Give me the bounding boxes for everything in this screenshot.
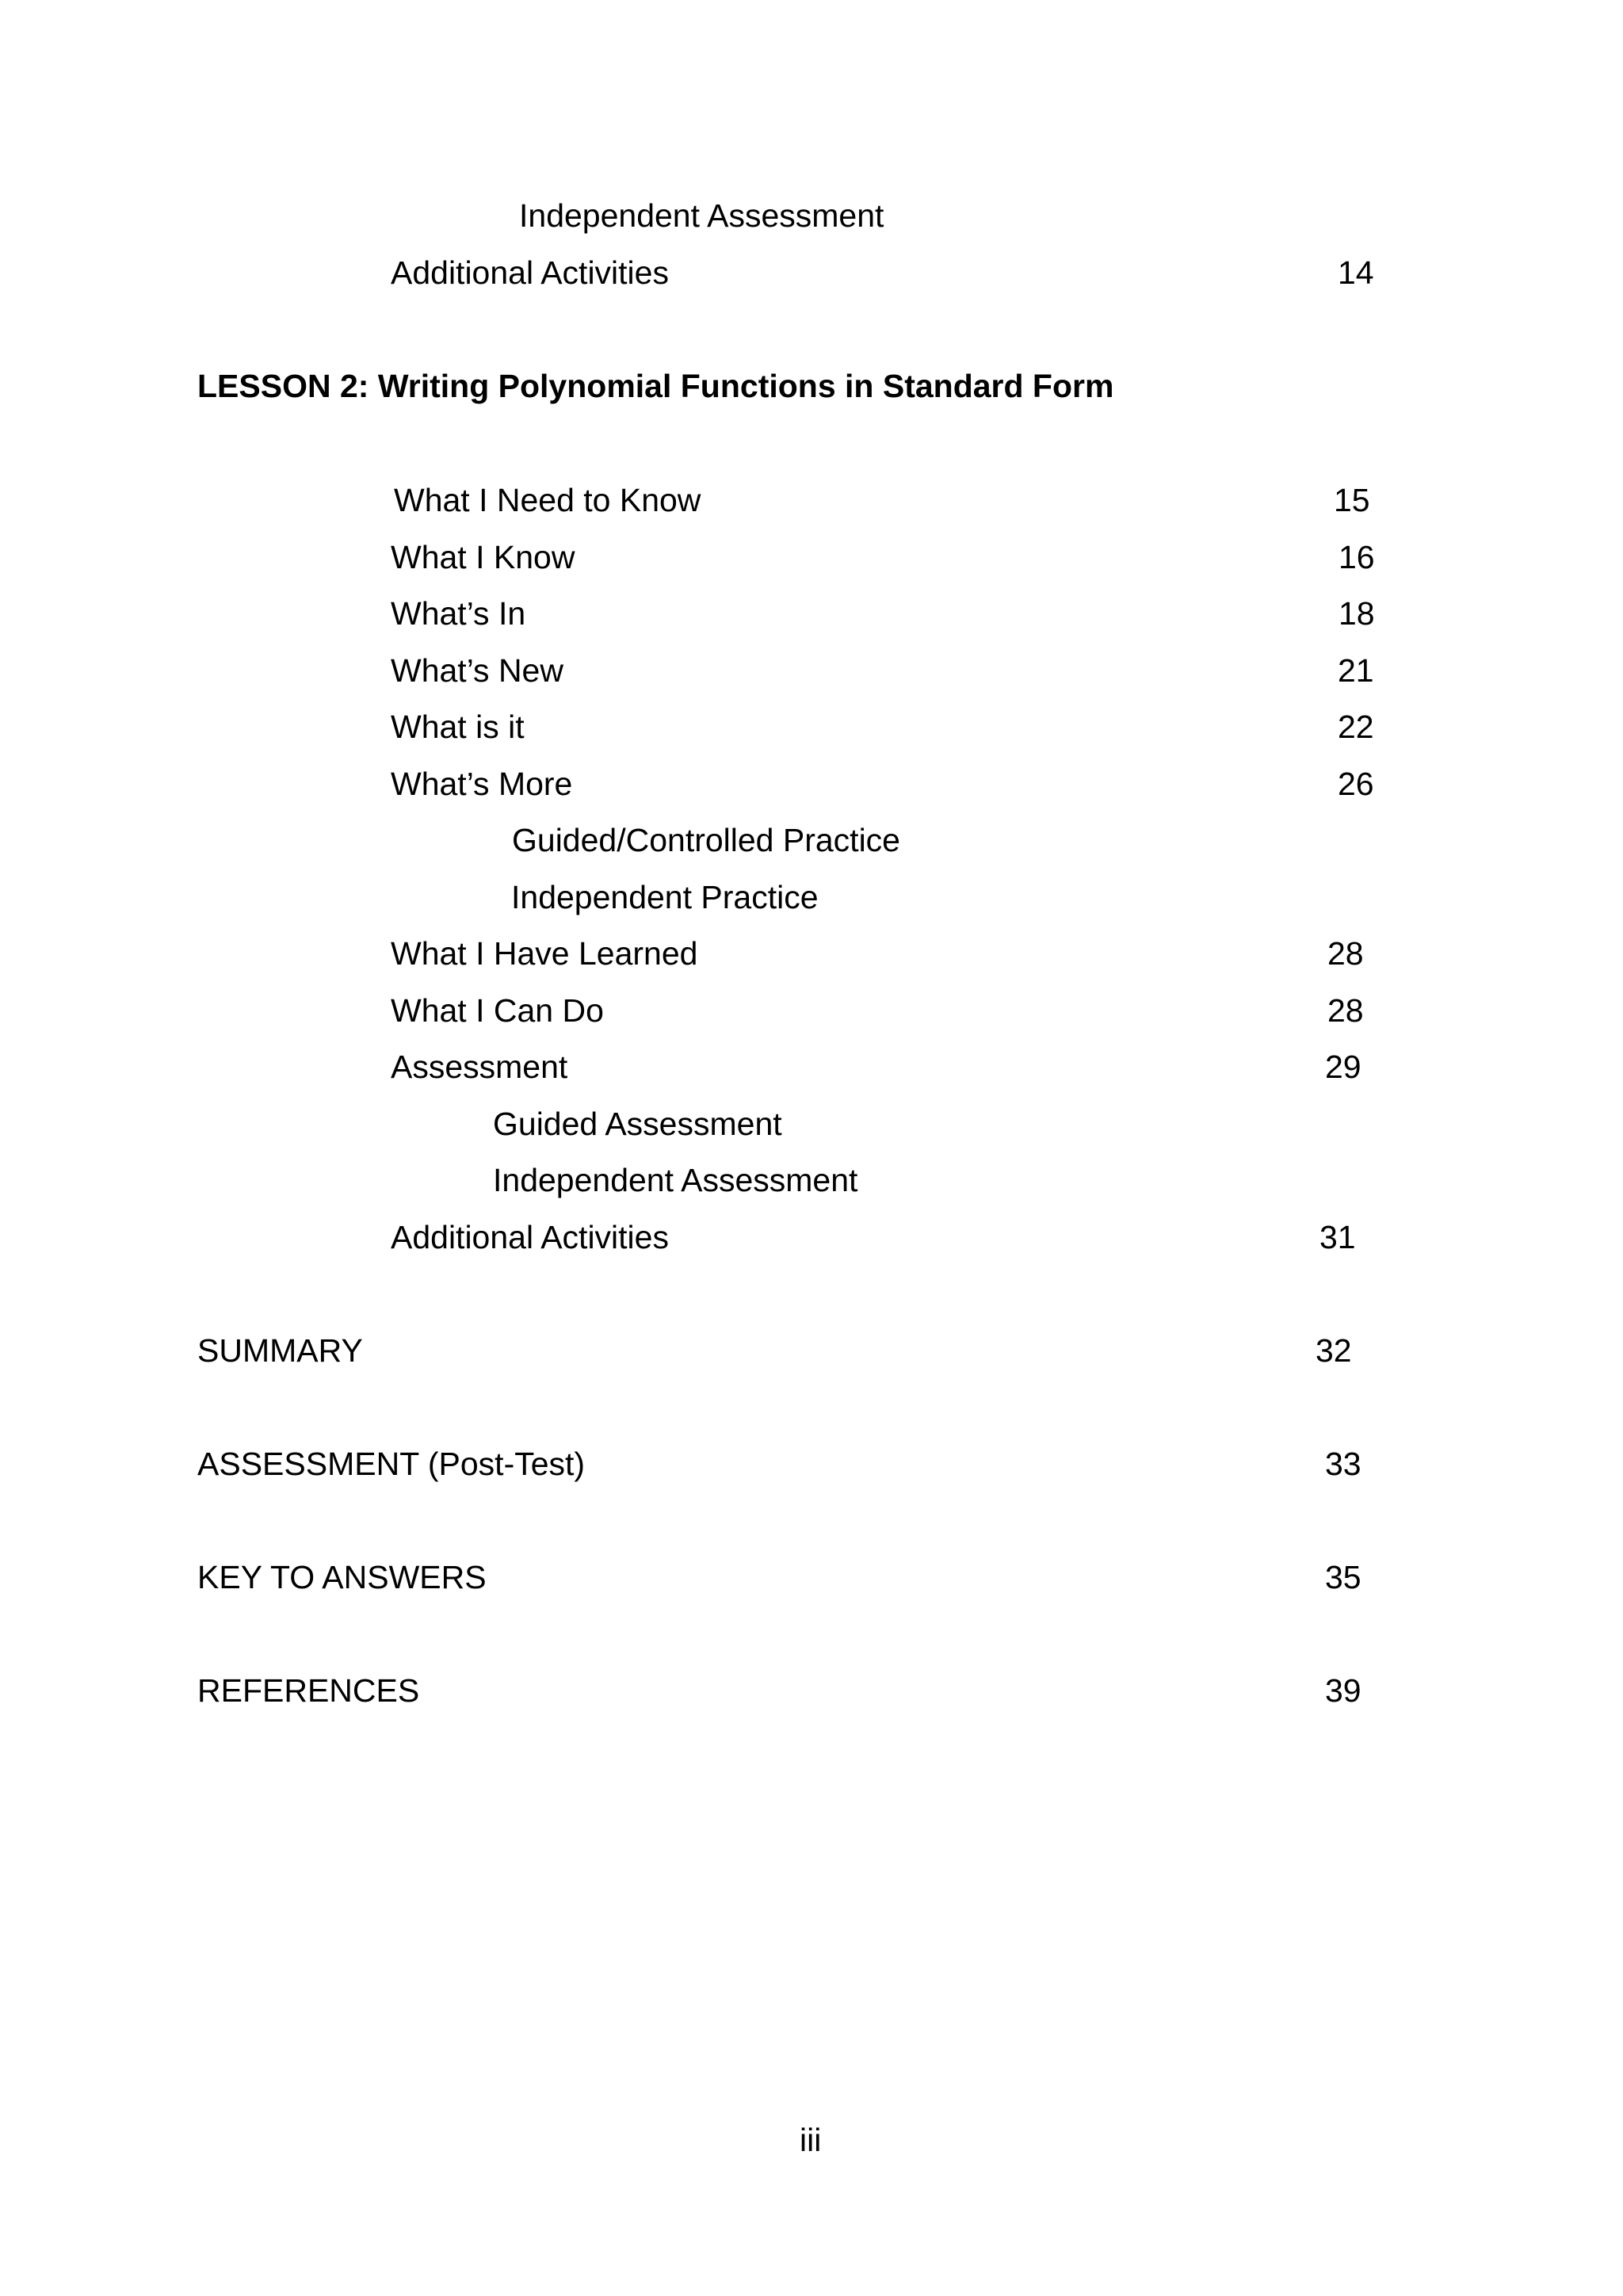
toc-entry-what-i-have-learned: What I Have Learned bbox=[391, 935, 698, 972]
toc-entry-what-is-it: What is it bbox=[391, 709, 525, 745]
toc-entry-whats-in: What’s In bbox=[391, 595, 526, 632]
toc-page-number: 16 bbox=[1338, 539, 1375, 575]
toc-entry-what-i-know: What I Know bbox=[391, 539, 575, 575]
toc-entry-references: REFERENCES bbox=[197, 1672, 420, 1709]
toc-entry-what-i-can-do: What I Can Do bbox=[391, 992, 604, 1029]
toc-page-number: 39 bbox=[1325, 1672, 1361, 1709]
toc-page-number: 28 bbox=[1327, 992, 1364, 1029]
toc-page-number: 32 bbox=[1316, 1332, 1352, 1369]
toc-page-number: 21 bbox=[1338, 652, 1374, 689]
toc-entry-independent-practice: Independent Practice bbox=[511, 879, 819, 915]
toc-entry-assessment: Assessment bbox=[391, 1049, 568, 1085]
toc-entry-what-i-need-to-know: What I Need to Know bbox=[394, 482, 701, 518]
page-folio: iii bbox=[800, 2122, 822, 2158]
toc-page-number: 22 bbox=[1338, 709, 1374, 745]
toc-page-number: 26 bbox=[1338, 766, 1374, 802]
toc-page-number: 28 bbox=[1327, 935, 1364, 972]
toc-entry-summary: SUMMARY bbox=[197, 1332, 363, 1369]
toc-entry-key-to-answers: KEY TO ANSWERS bbox=[197, 1559, 487, 1595]
toc-entry-guided-controlled-practice: Guided/Controlled Practice bbox=[512, 822, 900, 858]
toc-entry-additional-activities: Additional Activities bbox=[391, 1219, 669, 1255]
toc-page-number: 31 bbox=[1319, 1219, 1356, 1255]
toc-page-number: 14 bbox=[1338, 254, 1374, 291]
lesson-heading: LESSON 2: Writing Polynomial Functions in Standard Form bbox=[197, 368, 1114, 404]
toc-entry-post-test: ASSESSMENT (Post-Test) bbox=[197, 1446, 586, 1482]
toc-page-number: 15 bbox=[1334, 482, 1370, 518]
toc-entry-whats-more: What’s More bbox=[391, 766, 573, 802]
toc-entry-independent-assessment: Independent Assessment bbox=[519, 197, 884, 234]
toc-entry-whats-new: What’s New bbox=[391, 652, 563, 689]
toc-page-number: 29 bbox=[1325, 1049, 1361, 1085]
toc-entry-independent-assessment: Independent Assessment bbox=[493, 1162, 858, 1198]
toc-entry-additional-activities: Additional Activities bbox=[391, 254, 669, 291]
toc-page-number: 33 bbox=[1325, 1446, 1361, 1482]
toc-page-number: 35 bbox=[1325, 1559, 1361, 1595]
toc-page-number: 18 bbox=[1338, 595, 1375, 632]
toc-entry-guided-assessment: Guided Assessment bbox=[493, 1106, 782, 1142]
